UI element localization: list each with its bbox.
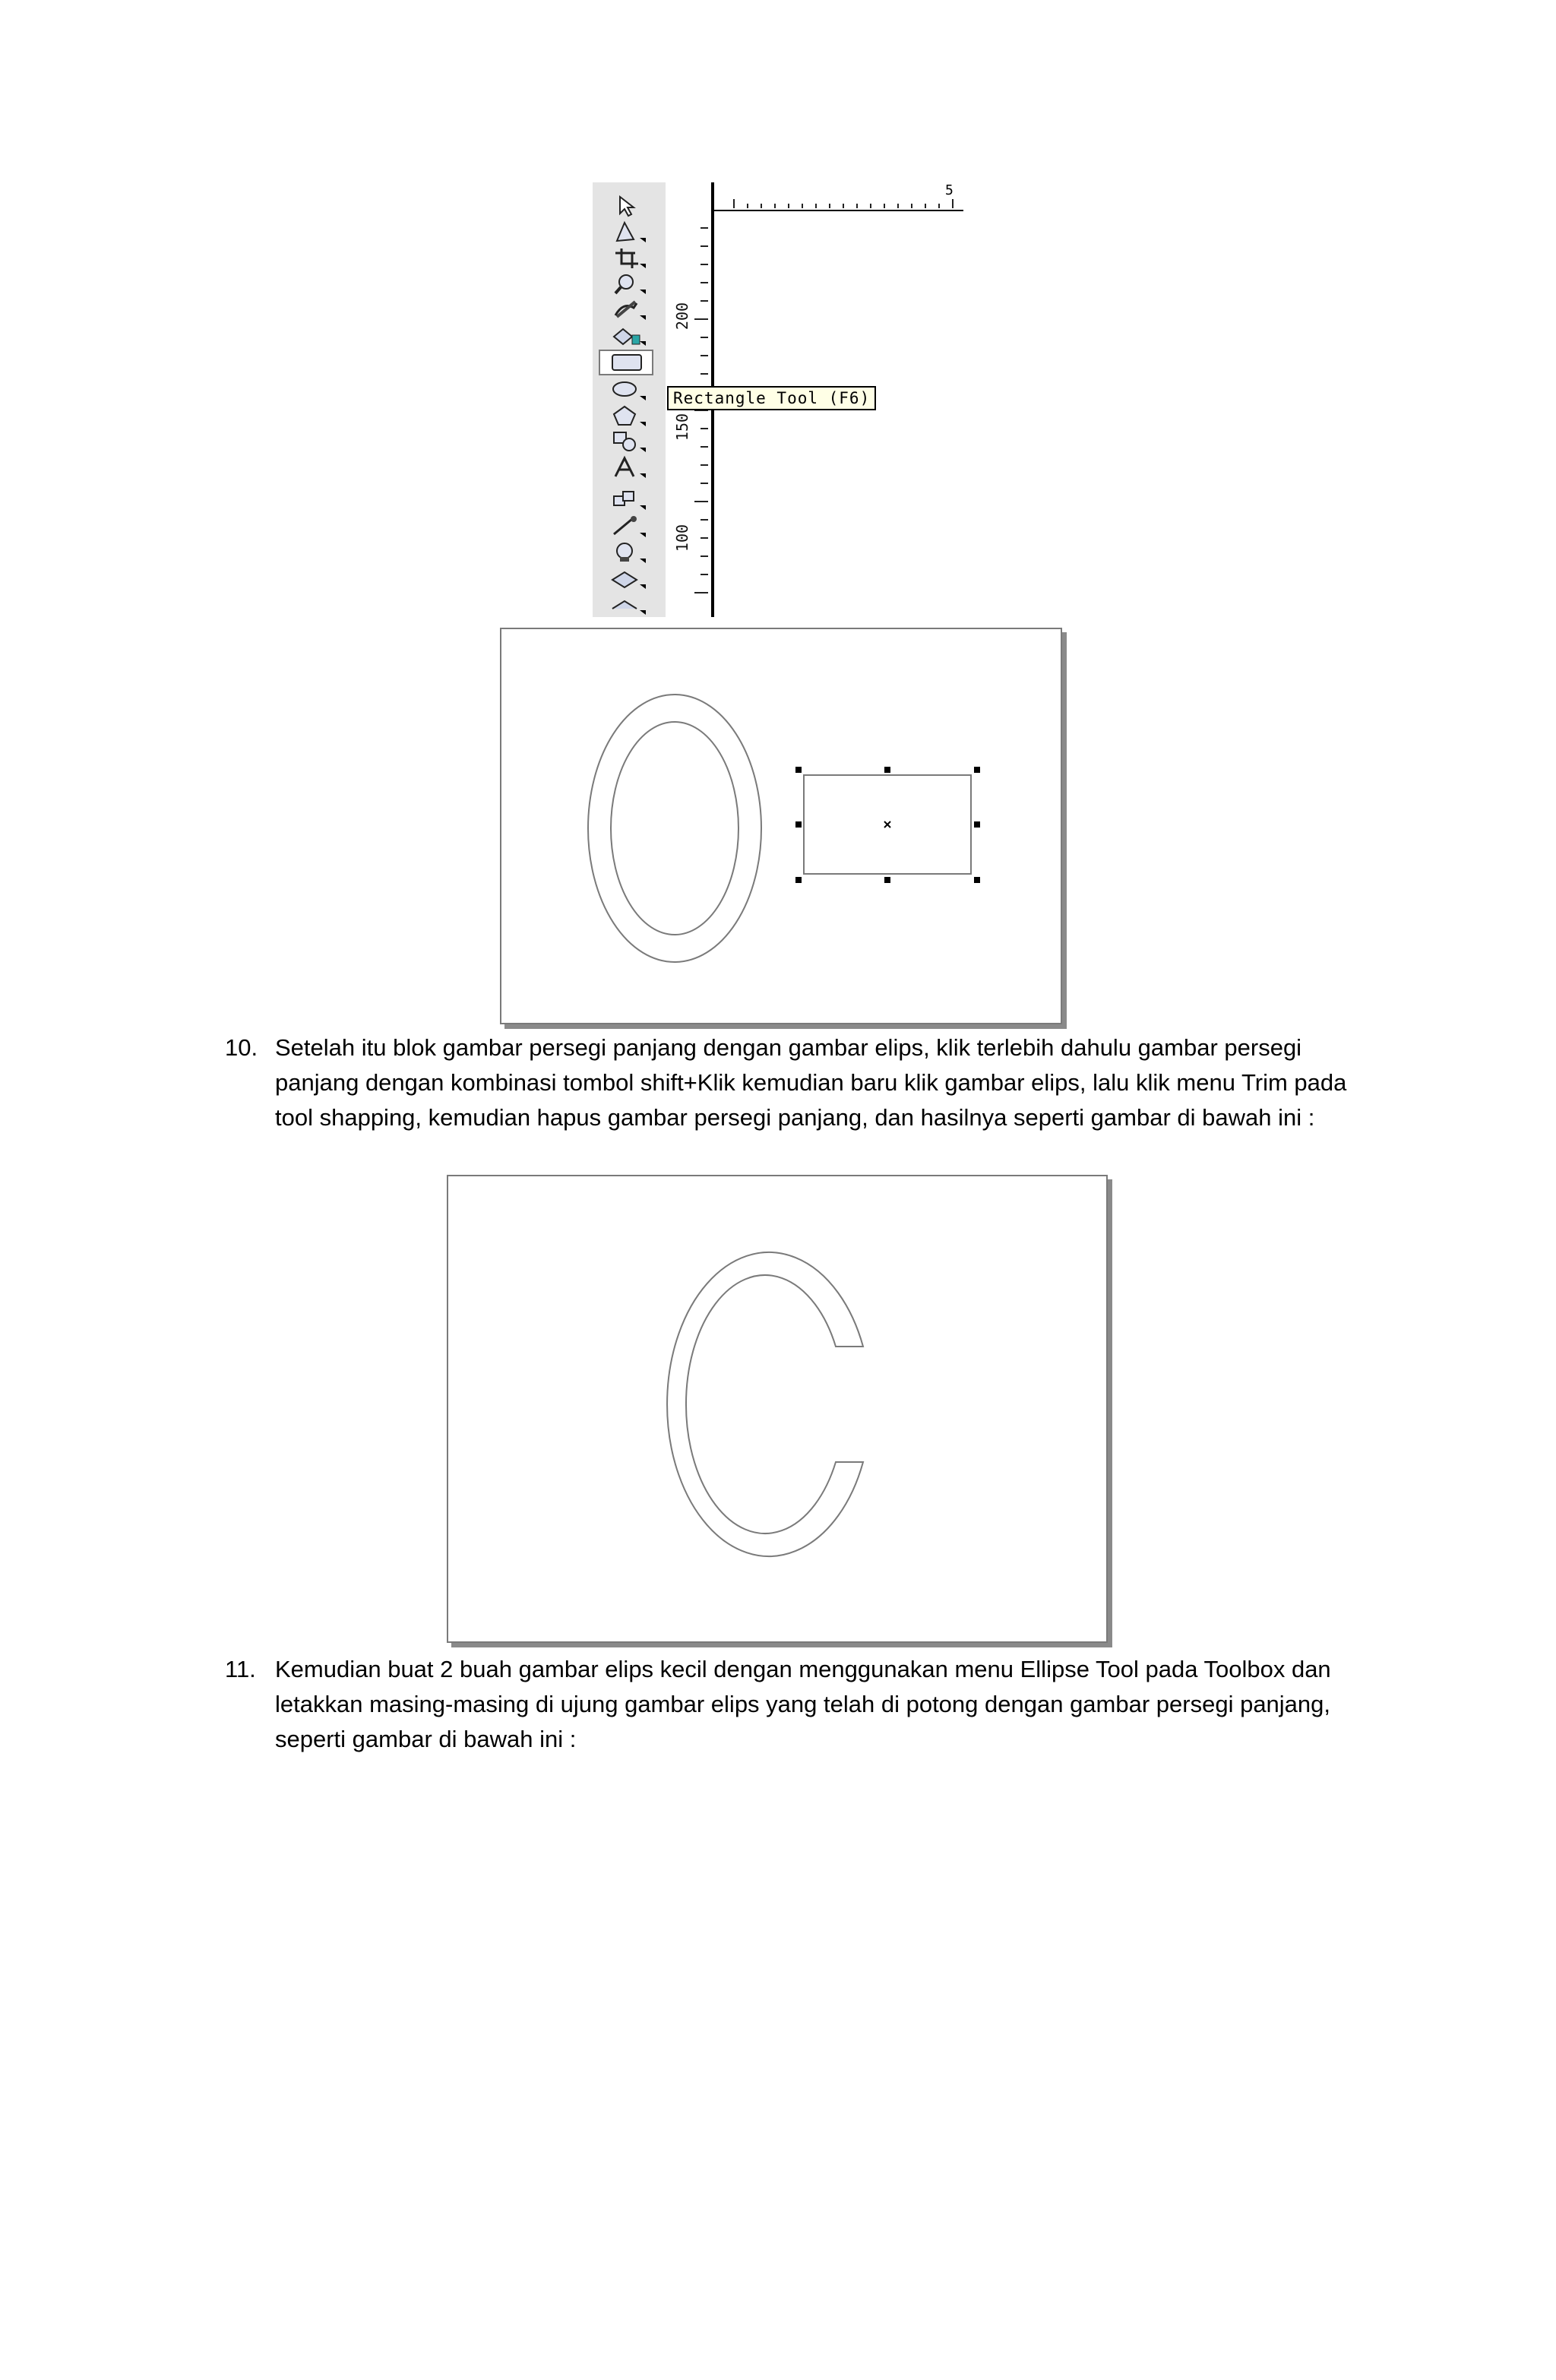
canvas-trim-result xyxy=(447,1175,1108,1643)
rectangle-tool-icon[interactable] xyxy=(599,350,653,375)
step-number: 11. xyxy=(225,1656,256,1682)
dimension-tool-icon[interactable] xyxy=(599,514,653,540)
basic-shapes-tool-icon[interactable] xyxy=(599,429,653,454)
toolbox xyxy=(593,182,666,617)
toolbox-screenshot xyxy=(593,182,963,617)
crop-tool-icon[interactable] xyxy=(599,245,653,271)
outline-tool-icon[interactable] xyxy=(599,591,653,617)
table-tool-icon[interactable] xyxy=(599,486,653,512)
polygon-tool-icon[interactable] xyxy=(599,403,653,429)
ellipse-ring xyxy=(588,695,761,962)
step-number: 10. xyxy=(225,1034,258,1061)
step-text: Kemudian buat 2 buah gambar elips kecil dengan menggunakan menu Ellipse Tool pada Toolbox dan letakkan masing-masing di ujung gambar elips yang telah di potong dengan gambar persegi panjang, seperti gambar di bawah ini : xyxy=(275,1656,1331,1752)
eyedropper-tool-icon[interactable] xyxy=(599,565,653,591)
shape-tool-icon[interactable] xyxy=(599,219,653,245)
zoom-tool-icon[interactable] xyxy=(599,271,653,296)
smart-fill-tool-icon[interactable] xyxy=(599,322,653,348)
ruler-left-label-100: 100 xyxy=(673,524,692,552)
rectangle-tool-tooltip: Rectangle Tool (F6) xyxy=(667,386,876,410)
ruler-left-label-200: 200 xyxy=(673,302,692,331)
ruler-left-label-150: 150 xyxy=(673,413,692,442)
pick-tool-icon[interactable] xyxy=(599,193,653,219)
trimmed-c-shape xyxy=(667,1252,863,1556)
ellipse-tool-icon[interactable] xyxy=(599,377,653,403)
canvas-ellipse-rectangle xyxy=(500,628,1062,1024)
step-text: Setelah itu blok gambar persegi panjang dengan gambar elips, klik terlebih dahulu gambar persegi panjang dengan kombinasi tombol shift+Klik kemudian baru klik gambar elips, lalu klik menu Trim pada tool shapping, kemudian hapus gambar persegi panjang, dan hasilnya seperti gambar di bawah ini : xyxy=(275,1034,1347,1131)
center-marker xyxy=(884,821,890,828)
ruler-top-label: 5 xyxy=(945,182,954,198)
text-tool-icon[interactable] xyxy=(599,454,653,480)
interactive-fill-icon[interactable] xyxy=(599,540,653,565)
freehand-tool-icon[interactable] xyxy=(599,296,653,322)
